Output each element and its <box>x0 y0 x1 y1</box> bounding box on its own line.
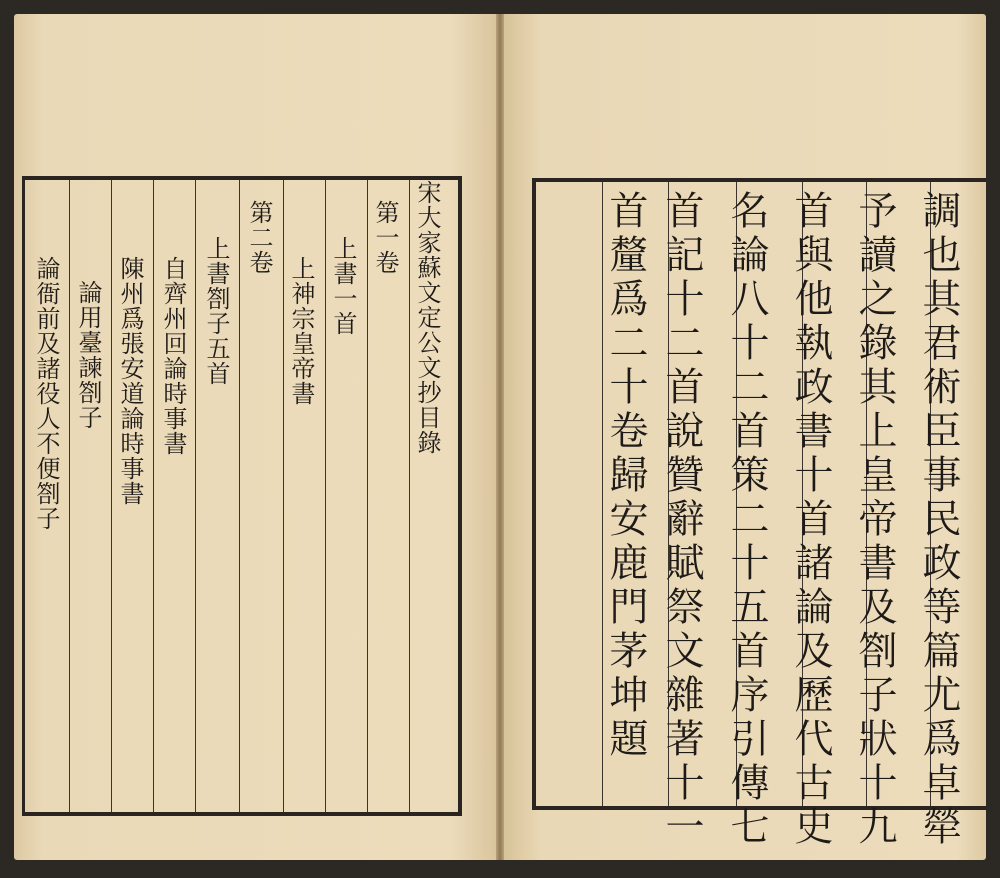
book-gutter <box>496 14 504 860</box>
preface-line: 首與他執政書十首諸論及歷代古史 <box>788 190 833 850</box>
column-rule <box>283 180 284 812</box>
column-rule <box>409 180 410 812</box>
column-rule <box>325 180 326 812</box>
preface-line: 予讀之錄其上皇帝書及劄子狀十九 <box>852 190 897 850</box>
column-rule <box>195 180 196 812</box>
column-rule <box>69 180 70 812</box>
toc-entry: 上書一首 <box>329 236 357 336</box>
toc-entry: 上神宗皇帝書 <box>287 256 315 406</box>
toc-entry: 論用臺諫劄子 <box>74 280 102 430</box>
toc-entry-volume-1: 第一卷 <box>371 200 399 275</box>
toc-entry: 上書劄子五首 <box>202 236 230 386</box>
preface-line: 名論八十二首策二十五首序引傳七 <box>724 190 769 850</box>
column-rule <box>153 180 154 812</box>
column-rule <box>111 180 112 812</box>
preface-line: 首記十二首說贊辭賦祭文雜著十一 <box>659 190 704 850</box>
column-rule <box>367 180 368 812</box>
toc-entry: 自齊州回論時事書 <box>159 256 187 456</box>
column-rule <box>239 180 240 812</box>
preface-line: 首釐爲二十卷歸安鹿門茅坤題 <box>603 190 648 762</box>
toc-title: 宋大家蘇文定公文抄目錄 <box>413 180 441 455</box>
toc-entry: 論衙前及諸役人不便劄子 <box>32 256 60 531</box>
preface-line: 調也其君術臣事民政等篇尤爲卓犖 <box>916 190 961 850</box>
toc-entry-volume-2: 第二卷 <box>245 200 273 275</box>
toc-entry: 陳州爲張安道論時事書 <box>116 256 144 506</box>
